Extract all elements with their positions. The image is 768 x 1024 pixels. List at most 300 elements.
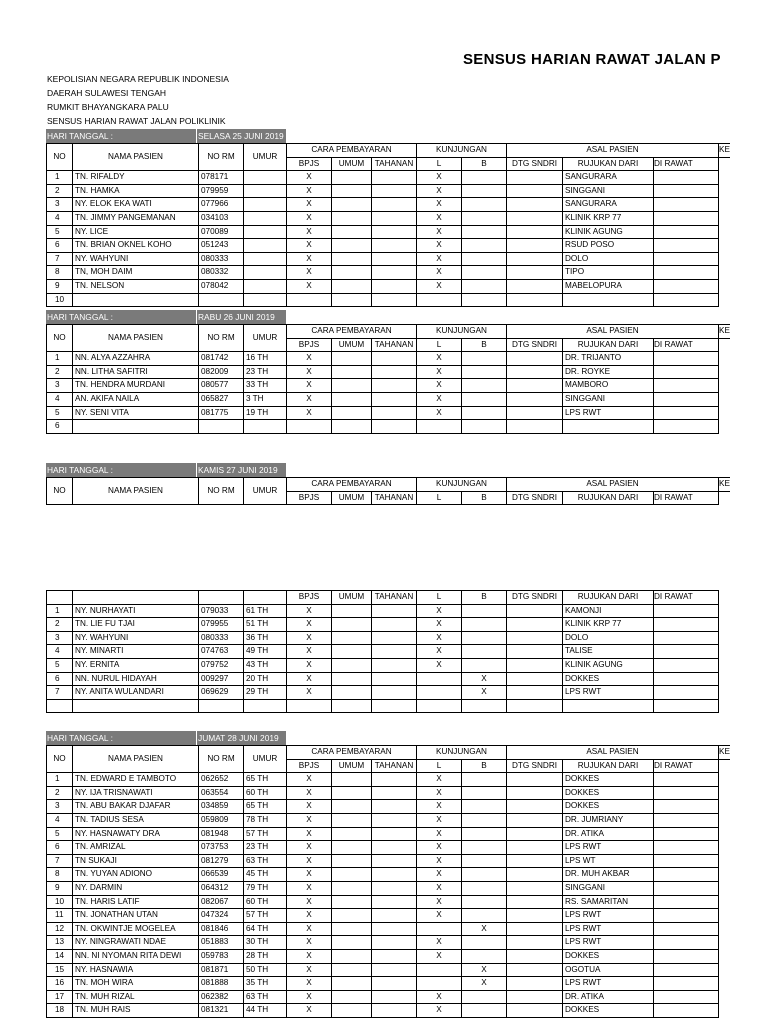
cell-rujukan-dari: KLINIK KRP 77: [563, 618, 654, 632]
section-selasa: [46, 129, 768, 311]
col-header-rujukan-dari: RUJUKAN DARI: [563, 338, 654, 352]
cell-l: X: [417, 198, 462, 212]
col-header-nama-pasien: NAMA PASIEN: [73, 144, 199, 171]
cell-nama-pasien: TN. JONATHAN UTAN: [73, 909, 199, 923]
cell-umur: 19 TH: [244, 406, 287, 420]
cell-di-rawat: [654, 379, 719, 393]
cell-b: X: [462, 963, 507, 977]
table-row: [47, 266, 730, 280]
table-row: [47, 949, 730, 963]
cell-nama-pasien: NY. ELOK EKA WATI: [73, 198, 199, 212]
cell-rujukan-dari: KLINIK AGUNG: [563, 658, 654, 672]
col-header-asal-pasien: ASAL PASIEN: [507, 325, 719, 339]
cell-dtg-sndri: [507, 881, 563, 895]
cell-no: 7: [47, 686, 73, 700]
cell-di-rawat: [654, 827, 719, 841]
cell-umur: 49 TH: [244, 645, 287, 659]
col-header-kunjungan: KUNJUNGAN: [417, 144, 507, 158]
cell-umur: [244, 420, 287, 434]
cell-umum: [332, 990, 372, 1004]
cell-umum: [332, 352, 372, 366]
cell-dtg-sndri: [507, 990, 563, 1004]
cell-nama-pasien: TN. JIMMY PANGEMANAN: [73, 211, 199, 225]
cell-no: 6: [47, 239, 73, 253]
col-header-b: B: [462, 338, 507, 352]
cell-l: X: [417, 645, 462, 659]
col-header-no-rm: NO RM: [199, 746, 244, 773]
col-header-ke: KE: [719, 144, 730, 158]
cell-b: [462, 184, 507, 198]
cell-bpjs: X: [287, 604, 332, 618]
cell-umum: [332, 1004, 372, 1018]
cell-no: 6: [47, 420, 73, 434]
cell-no-rm: [199, 420, 244, 434]
cell-no-rm: 080333: [199, 631, 244, 645]
col-header-bpjs: BPJS: [287, 491, 332, 505]
cell-rujukan-dari: [563, 699, 654, 713]
cell-dtg-sndri: [507, 895, 563, 909]
cell-no: [47, 699, 73, 713]
cell-di-rawat: [654, 293, 719, 307]
cell-nama-pasien: TN. NELSON: [73, 279, 199, 293]
day-label: HARI TANGGAL :: [47, 131, 113, 141]
col-header-tahanan: TAHANAN: [372, 157, 417, 171]
cell-di-rawat: [654, 977, 719, 991]
table-row: [47, 909, 730, 923]
cell-bpjs: X: [287, 977, 332, 991]
cell-no: 2: [47, 184, 73, 198]
cell-no-rm: 074763: [199, 645, 244, 659]
col-header-l: L: [417, 338, 462, 352]
day-label: HARI TANGGAL :: [47, 733, 113, 743]
cell-no-rm: 082067: [199, 895, 244, 909]
cell-no: 7: [47, 854, 73, 868]
cell-bpjs: X: [287, 225, 332, 239]
census-table: [46, 143, 730, 307]
day-date: KAMIS 27 JUNI 2019: [198, 465, 278, 475]
table-row: [47, 963, 730, 977]
cell-rujukan-dari: DOKKES: [563, 672, 654, 686]
cell-no: 3: [47, 198, 73, 212]
cell-bpjs: X: [287, 963, 332, 977]
cell-tahanan: [372, 977, 417, 991]
cell-no: 4: [47, 392, 73, 406]
cell-rujukan-dari: DR. ATIKA: [563, 827, 654, 841]
cell-no-rm: 080577: [199, 379, 244, 393]
cell-rujukan-dari: DR. JUMRIANY: [563, 813, 654, 827]
cell-bpjs: X: [287, 279, 332, 293]
cell-no: 4: [47, 645, 73, 659]
col-header-umur: UMUR: [244, 144, 287, 171]
cell-bpjs: X: [287, 686, 332, 700]
col-header-rujukan-dari: RUJUKAN DARI: [563, 759, 654, 773]
table-row: [47, 686, 719, 700]
cell-no-rm: 059783: [199, 949, 244, 963]
cell-dtg-sndri: [507, 252, 563, 266]
cell-bpjs: X: [287, 198, 332, 212]
cell-no: 8: [47, 266, 73, 280]
cell-umum: [332, 198, 372, 212]
cell-no: 11: [47, 909, 73, 923]
cell-nama-pasien: TN. ABU BAKAR DJAFAR: [73, 800, 199, 814]
cell-no: 5: [47, 658, 73, 672]
header-row: [47, 478, 730, 492]
cell-l: [417, 420, 462, 434]
cell-umur: 28 TH: [244, 949, 287, 963]
cell-l: [417, 672, 462, 686]
col-header-no: NO: [47, 325, 73, 352]
page-title: SENSUS HARIAN RAWAT JALAN P: [463, 51, 721, 68]
cell-l: X: [417, 773, 462, 787]
cell-tahanan: [372, 813, 417, 827]
table-row: [47, 895, 730, 909]
cell-umur: [244, 211, 287, 225]
cell-tahanan: [372, 699, 417, 713]
cell-umum: [332, 604, 372, 618]
subheader-row: [47, 591, 719, 605]
col-header-umur: UMUR: [244, 746, 287, 773]
cell-bpjs: X: [287, 841, 332, 855]
col-header-tahanan: TAHANAN: [372, 759, 417, 773]
cell-tahanan: [372, 171, 417, 185]
cell-tahanan: [372, 211, 417, 225]
cell-no: 9: [47, 279, 73, 293]
cell-no-rm: [199, 699, 244, 713]
cell-di-rawat: [654, 895, 719, 909]
col-header-ke: KE: [719, 325, 730, 339]
cell-l: X: [417, 854, 462, 868]
cell-umur: 63 TH: [244, 854, 287, 868]
cell-di-rawat: [654, 392, 719, 406]
cell-no: 2: [47, 618, 73, 632]
col-header-umum: UMUM: [332, 759, 372, 773]
cell-l: [417, 963, 462, 977]
cell-bpjs: [287, 293, 332, 307]
cell-umum: [332, 686, 372, 700]
cell-dtg-sndri: [507, 699, 563, 713]
header-row: [47, 144, 730, 158]
cell-dtg-sndri: [507, 773, 563, 787]
cell-di-rawat: [654, 990, 719, 1004]
cell-dtg-sndri: [507, 392, 563, 406]
cell-no-rm: 078042: [199, 279, 244, 293]
col-header-umur: [244, 591, 287, 605]
cell-no: 3: [47, 800, 73, 814]
cell-nama-pasien: NY. IJA TRISNAWATI: [73, 786, 199, 800]
cell-umur: 44 TH: [244, 1004, 287, 1018]
cell-l: [417, 922, 462, 936]
day-label: HARI TANGGAL :: [47, 312, 113, 322]
cell-nama-pasien: TN. TADIUS SESA: [73, 813, 199, 827]
cell-l: X: [417, 949, 462, 963]
table-row: [47, 279, 730, 293]
cell-umur: 3 TH: [244, 392, 287, 406]
cell-no: 2: [47, 365, 73, 379]
cell-umur: [244, 699, 287, 713]
col-header-asal-pasien: ASAL PASIEN: [507, 746, 719, 760]
cell-no: 5: [47, 406, 73, 420]
cell-bpjs: X: [287, 252, 332, 266]
cell-umum: [332, 881, 372, 895]
cell-nama-pasien: [73, 420, 199, 434]
cell-l: X: [417, 352, 462, 366]
cell-tahanan: [372, 645, 417, 659]
table-row: [47, 239, 730, 253]
header-line-hospital: RUMKIT BHAYANGKARA PALU: [47, 102, 169, 112]
cell-dtg-sndri: [507, 420, 563, 434]
cell-b: [462, 854, 507, 868]
cell-no: 17: [47, 990, 73, 1004]
cell-umur: 50 TH: [244, 963, 287, 977]
col-header-b: B: [462, 591, 507, 605]
cell-tahanan: [372, 279, 417, 293]
census-table: [46, 324, 730, 434]
cell-umur: 79 TH: [244, 881, 287, 895]
cell-bpjs: X: [287, 631, 332, 645]
table-row: [47, 352, 730, 366]
cell-umum: [332, 618, 372, 632]
cell-no: 3: [47, 379, 73, 393]
cell-bpjs: X: [287, 936, 332, 950]
cell-di-rawat: [654, 645, 719, 659]
cell-b: [462, 949, 507, 963]
cell-umur: [244, 184, 287, 198]
cell-umur: [244, 252, 287, 266]
cell-tahanan: [372, 266, 417, 280]
cell-nama-pasien: TN. BRIAN OKNEL KOHO: [73, 239, 199, 253]
cell-umur: 16 TH: [244, 352, 287, 366]
cell-nama-pasien: NY. LICE: [73, 225, 199, 239]
col-header-dtg-sndri: DTG SNDRI: [507, 491, 563, 505]
cell-no-rm: 081948: [199, 827, 244, 841]
table-row: [47, 813, 730, 827]
cell-di-rawat: [654, 239, 719, 253]
cell-di-rawat: [654, 841, 719, 855]
cell-bpjs: X: [287, 184, 332, 198]
cell-tahanan: [372, 293, 417, 307]
cell-di-rawat: [654, 225, 719, 239]
cell-no-rm: 081321: [199, 1004, 244, 1018]
cell-umur: 61 TH: [244, 604, 287, 618]
table-row: [47, 922, 730, 936]
cell-l: X: [417, 881, 462, 895]
col-header-cara-pembayaran: CARA PEMBAYARAN: [287, 746, 417, 760]
cell-dtg-sndri: [507, 854, 563, 868]
cell-no-rm: 082009: [199, 365, 244, 379]
cell-dtg-sndri: [507, 266, 563, 280]
cell-nama-pasien: [73, 699, 199, 713]
col-header-b: B: [462, 157, 507, 171]
table-row: [47, 406, 730, 420]
cell-l: X: [417, 604, 462, 618]
cell-umur: 43 TH: [244, 658, 287, 672]
col-header-rujukan-dari: RUJUKAN DARI: [563, 591, 654, 605]
cell-l: X: [417, 365, 462, 379]
cell-b: [462, 895, 507, 909]
cell-rujukan-dari: DOKKES: [563, 786, 654, 800]
table-row: [47, 990, 730, 1004]
cell-rujukan-dari: TALISE: [563, 645, 654, 659]
cell-b: [462, 827, 507, 841]
cell-umum: [332, 365, 372, 379]
cell-rujukan-dari: KLINIK AGUNG: [563, 225, 654, 239]
cell-tahanan: [372, 631, 417, 645]
cell-dtg-sndri: [507, 604, 563, 618]
cell-di-rawat: [654, 922, 719, 936]
cell-umum: [332, 293, 372, 307]
cell-di-rawat: [654, 868, 719, 882]
cell-no-rm: 073753: [199, 841, 244, 855]
cell-b: [462, 699, 507, 713]
col-header-l: L: [417, 157, 462, 171]
col-header-no: NO: [47, 478, 73, 505]
cell-b: [462, 631, 507, 645]
cell-umur: 64 TH: [244, 922, 287, 936]
cell-l: X: [417, 631, 462, 645]
day-date: SELASA 25 JUNI 2019: [198, 131, 284, 141]
cell-rujukan-dari: DOLO: [563, 631, 654, 645]
cell-no: 18: [47, 1004, 73, 1018]
cell-dtg-sndri: [507, 868, 563, 882]
col-header-umum: UMUM: [332, 491, 372, 505]
cell-no: 4: [47, 211, 73, 225]
cell-umum: [332, 252, 372, 266]
cell-b: [462, 909, 507, 923]
col-header-dtg-sndri: DTG SNDRI: [507, 338, 563, 352]
cell-dtg-sndri: [507, 379, 563, 393]
table-row: [47, 252, 730, 266]
cell-umur: 65 TH: [244, 773, 287, 787]
day-date-band: [46, 129, 286, 143]
cell-b: [462, 198, 507, 212]
cell-umur: 60 TH: [244, 895, 287, 909]
cell-umum: [332, 672, 372, 686]
cell-tahanan: [372, 800, 417, 814]
col-header-asal-pasien: ASAL PASIEN: [507, 478, 719, 492]
col-header-tahanan: TAHANAN: [372, 338, 417, 352]
cell-b: [462, 352, 507, 366]
cell-umur: [244, 239, 287, 253]
cell-l: X: [417, 800, 462, 814]
cell-rujukan-dari: LPS RWT: [563, 406, 654, 420]
cell-no: 1: [47, 171, 73, 185]
cell-umum: [332, 406, 372, 420]
cell-dtg-sndri: [507, 658, 563, 672]
table-row: [47, 184, 730, 198]
cell-no-rm: 081846: [199, 922, 244, 936]
cell-l: X: [417, 252, 462, 266]
cell-no: 10: [47, 895, 73, 909]
cell-umur: 23 TH: [244, 841, 287, 855]
cell-bpjs: X: [287, 949, 332, 963]
cell-di-rawat: [654, 211, 719, 225]
col-header-no: NO: [47, 144, 73, 171]
col-header-tahanan: TAHANAN: [372, 591, 417, 605]
cell-dtg-sndri: [507, 786, 563, 800]
col-header-cara-pembayaran: CARA PEMBAYARAN: [287, 144, 417, 158]
cell-di-rawat: [654, 352, 719, 366]
cell-tahanan: [372, 841, 417, 855]
cell-no: 1: [47, 773, 73, 787]
section-kamis-rows: [46, 590, 768, 718]
col-header-kunjungan: KUNJUNGAN: [417, 325, 507, 339]
cell-no-rm: 047324: [199, 909, 244, 923]
cell-umum: [332, 786, 372, 800]
cell-nama-pasien: NY. HASNAWIA: [73, 963, 199, 977]
cell-rujukan-dari: LPS RWT: [563, 977, 654, 991]
cell-tahanan: [372, 672, 417, 686]
cell-l: [417, 293, 462, 307]
cell-no-rm: 077966: [199, 198, 244, 212]
col-header-umur: UMUR: [244, 478, 287, 505]
cell-nama-pasien: NN. LITHA SAFITRI: [73, 365, 199, 379]
cell-umur: 30 TH: [244, 936, 287, 950]
cell-rujukan-dari: LPS WT: [563, 854, 654, 868]
table-row: [47, 658, 719, 672]
cell-umum: [332, 699, 372, 713]
cell-di-rawat: [654, 1004, 719, 1018]
cell-umum: [332, 658, 372, 672]
cell-umur: 65 TH: [244, 800, 287, 814]
cell-b: [462, 1004, 507, 1018]
cell-dtg-sndri: [507, 686, 563, 700]
cell-nama-pasien: NY. NURHAYATI: [73, 604, 199, 618]
cell-bpjs: X: [287, 895, 332, 909]
cell-di-rawat: [654, 365, 719, 379]
cell-b: [462, 365, 507, 379]
cell-rujukan-dari: LPS RWT: [563, 922, 654, 936]
cell-bpjs: X: [287, 800, 332, 814]
cell-dtg-sndri: [507, 963, 563, 977]
cell-no-rm: 063554: [199, 786, 244, 800]
cell-di-rawat: [654, 936, 719, 950]
cell-rujukan-dari: DOKKES: [563, 949, 654, 963]
cell-no: 15: [47, 963, 73, 977]
cell-bpjs: X: [287, 266, 332, 280]
cell-b: [462, 658, 507, 672]
cell-l: [417, 699, 462, 713]
cell-di-rawat: [654, 773, 719, 787]
cell-di-rawat: [654, 406, 719, 420]
cell-tahanan: [372, 252, 417, 266]
cell-nama-pasien: [73, 293, 199, 307]
cell-b: [462, 171, 507, 185]
cell-umur: 29 TH: [244, 686, 287, 700]
cell-umur: 33 TH: [244, 379, 287, 393]
cell-rujukan-dari: MABELOPURA: [563, 279, 654, 293]
cell-umum: [332, 184, 372, 198]
cell-rujukan-dari: DOKKES: [563, 1004, 654, 1018]
cell-l: X: [417, 1004, 462, 1018]
cell-rujukan-dari: DOLO: [563, 252, 654, 266]
col-header-ke: KE: [719, 746, 730, 760]
cell-no: 14: [47, 949, 73, 963]
cell-umur: 57 TH: [244, 827, 287, 841]
col-header-l: L: [417, 759, 462, 773]
cell-rujukan-dari: DR. MUH AKBAR: [563, 868, 654, 882]
table-row: [47, 699, 719, 713]
col-header-nama-pasien: NAMA PASIEN: [73, 478, 199, 505]
cell-dtg-sndri: [507, 827, 563, 841]
cell-umur: 36 TH: [244, 631, 287, 645]
cell-umum: [332, 800, 372, 814]
cell-umum: [332, 171, 372, 185]
cell-umur: 45 TH: [244, 868, 287, 882]
table-row: [47, 827, 730, 841]
cell-di-rawat: [654, 786, 719, 800]
col-header-di-rawat: DI RAWAT: [654, 157, 719, 171]
col-header-umum: UMUM: [332, 157, 372, 171]
